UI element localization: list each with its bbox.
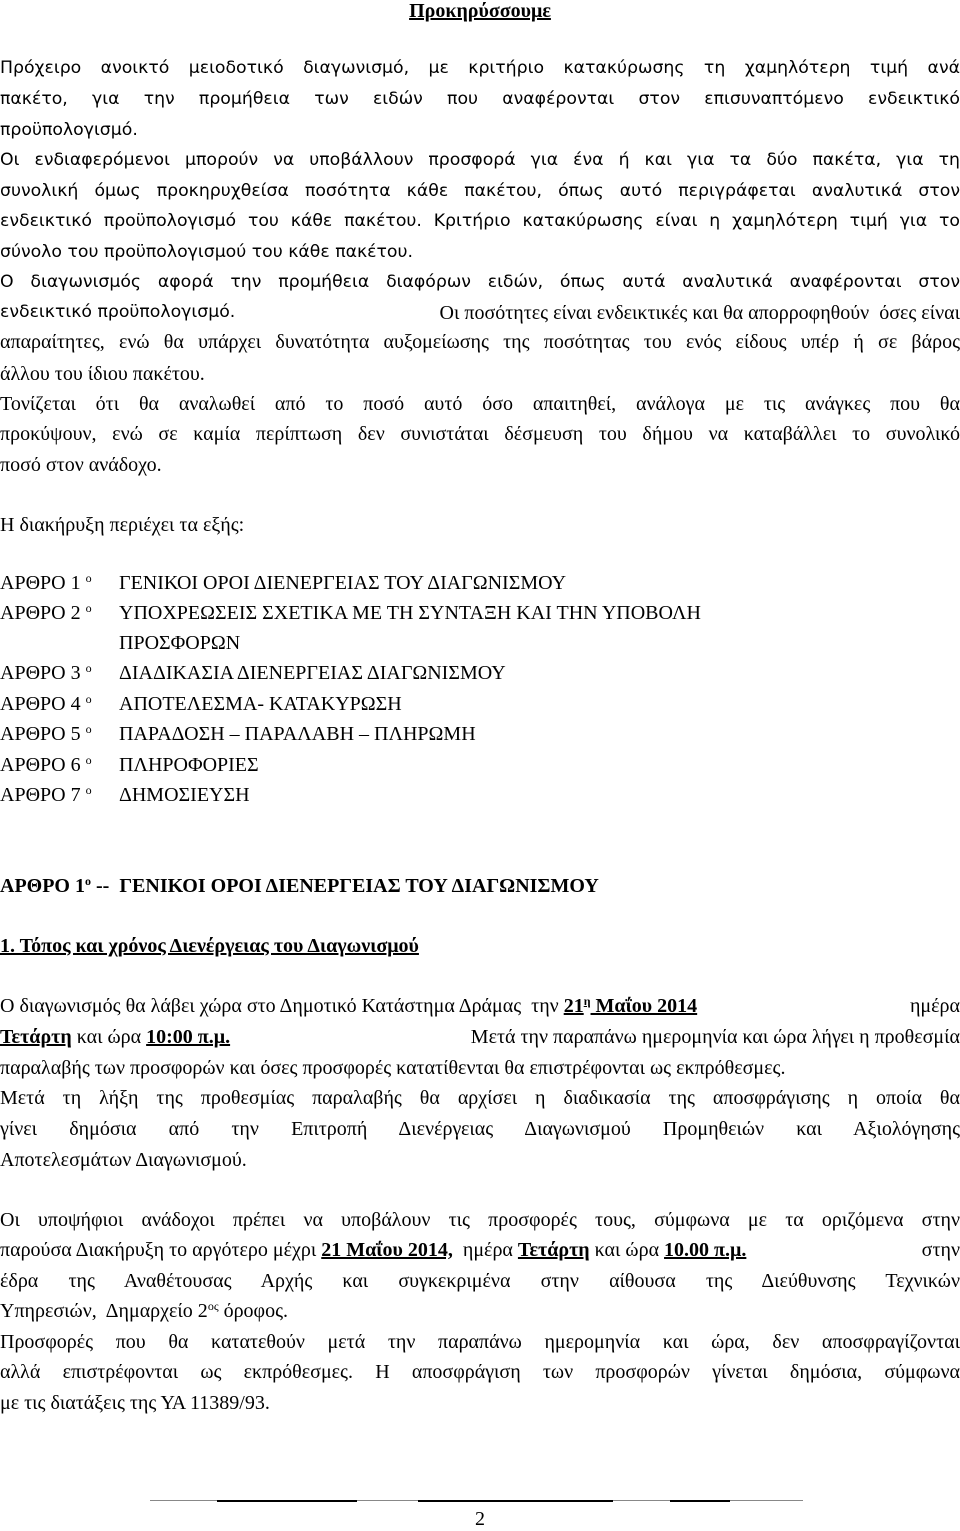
text-segment: στην (921, 1239, 960, 1261)
article-title: ΓΕΝΙΚΟΙ ΟΡΟΙ ΔΙΕΝΕΡΓΕΙΑΣ ΤΟΥ ΔΙΑΓΩΝΙΣΜΟΥ (119, 572, 567, 594)
article-title: ΔΙΑΔΙΚΑΣΙΑ ΔΙΕΝΕΡΓΕΙΑΣ ΔΙΑΓΩΝΙΣΜΟΥ (119, 662, 506, 684)
article-number: ΑΡΘΡΟ 3 $^o$ (0, 661, 92, 684)
text-line: Προσφορές που θα κατατεθούν μετά την παραπάνω ημερομηνία και ώρα, δεν αποσφραγίζονται (0, 1331, 960, 1353)
text-line: αλλά επιστρέφονται ως εκπρόθεσμες. Η αποσφράγιση των προσφορών γίνεται δημόσια, σύμφωνα (0, 1361, 960, 1383)
article-title: ΑΠΟΤΕΛΕΣΜΑ- ΚΑΤΑΚΥΡΩΣΗ (119, 693, 402, 715)
footer-rule (418, 1500, 613, 1502)
article-number: ΑΡΘΡΟ 1 $^o$ (0, 571, 92, 594)
text-line: άλλου του ίδιου πακέτου. (0, 363, 205, 385)
article-title: ΠΑΡΑΔΟΣΗ – ΠΑΡΑΛΑΒΗ – ΠΛΗΡΩΜΗ (119, 723, 476, 745)
list-item (0, 662, 506, 685)
article-number: ΑΡΘΡΟ 5 $^o$ (0, 722, 92, 745)
text-line: συνολική όμως προκηρυχθείσα ποσότητα κάθε πακέτου, όπως αυτό περιγράφεται αναλυτικά στον (0, 181, 960, 201)
text-segment: Οι ποσότητες είναι ενδεικτικές και θα απορροφηθούν όσες είναι (434, 302, 960, 324)
footer-rule (217, 1500, 357, 1502)
text-line: έδρα της Αναθέτουσας Αρχής και συγκεκριμένα στην αίθουσα της Διεύθυνσης Τεχνικών (0, 1270, 960, 1292)
list-item (0, 754, 259, 777)
text-line: Τονίζεται ότι θα αναλωθεί από το ποσό αυτό όσο απαιτηθεί, ανάλογα με τις ανάγκες που θα (0, 393, 960, 415)
text-line: γίνει δημόσια από την Επιτροπή Διενέργειας Διαγωνισμού Προμηθειών και Αξιολόγησης (0, 1118, 960, 1140)
text-segment: Ο διαγωνισμός θα λάβει χώρα στο Δημοτικό Κατάστημα Δράμας την $21^\eta$ Μαΐου 2014 (0, 994, 698, 1017)
text-segment: ενδεικτικό προϋπολογισμό. (0, 302, 236, 322)
text-line: σύνολο του προϋπολογισμού του κάθε πακέτου. (0, 242, 413, 262)
text-segment: Τετάρτη και ώρα 10:00 π.μ. (0, 1026, 231, 1048)
article-number: ΑΡΘΡΟ 7 $^o$ (0, 783, 92, 806)
list-item (0, 784, 250, 807)
section-heading: 1. Τόπος και χρόνος Διενέργειας του Διαγωνισμού (0, 935, 419, 957)
text-line: παραλαβής των προσφορών και όσες προσφορές κατατίθενται θα επιστρέφονται ως εκπρόθεσμες. (0, 1057, 786, 1079)
page-title: Προκηρύσσουμε (409, 0, 551, 22)
list-item (0, 693, 402, 716)
text-line: ενδεικτικό προϋπολογισμό του κάθε πακέτου. Κριτήριο κατακύρωσης είναι η χαμηλότερη τιμή για το (0, 211, 960, 231)
text-line: με τις διατάξεις της ΥΑ 11389/93. (0, 1392, 270, 1414)
article-title: ΔΗΜΟΣΙΕΥΣΗ (119, 784, 250, 806)
article-title: ΠΛΗΡΟΦΟΡΙΕΣ (119, 754, 259, 776)
text-line: ποσό στον ανάδοχο. (0, 454, 162, 476)
text-line: Αποτελεσμάτων Διαγωνισμού. (0, 1149, 247, 1171)
text-segment: Μετά την παραπάνω ημερομηνία και ώρα λήγει η προθεσμία (470, 1026, 960, 1048)
text-line: προϋπολογισμό. (0, 120, 138, 140)
list-item (0, 602, 701, 625)
text-line: πακέτο, για την προμήθεια των ειδών που αναφέρονται στον επισυναπτόμενο ενδεικτικό (0, 89, 960, 109)
text-line: Πρόχειρο ανοικτό μειοδοτικό διαγωνισμό, με κριτήριο κατακύρωσης τη χαμηλότερη τιμή ανά (0, 58, 960, 78)
text-line: προκύψουν, ενώ σε καμία περίπτωση δεν συνιστάται δέσμευση του δήμου να καταβάλλει το συνολικό (0, 423, 960, 445)
text-line (0, 302, 960, 325)
text-line: Υπηρεσιών, Δημαρχείο $2^{o\varsigma}$ όροφος. (0, 1299, 289, 1322)
list-item (0, 572, 566, 595)
article-title: ΥΠΟΧΡΕΩΣΕΙΣ ΣΧΕΤΙΚΑ ΜΕ ΤΗ ΣΥΝΤΑΞΗ ΚΑΙ ΤΗΝ ΥΠΟΒΟΛΗ (119, 602, 701, 624)
text-line (0, 1026, 960, 1049)
article-number: ΑΡΘΡΟ 2 $^o$ (0, 601, 92, 624)
text-segment: παρούσα Διακήρυξη το αργότερο μέχρι 21 Μαΐου 2014, ημέρα Τετάρτη και ώρα 10.00 π.μ. (0, 1239, 747, 1261)
article-number: ΑΡΘΡΟ 6 $^o$ (0, 753, 92, 776)
text-segment: ημέρα (909, 995, 960, 1017)
list-item (0, 723, 476, 746)
text-line: Μετά τη λήξη της προθεσμίας παραλαβής θα αρχίσει η διαδικασία της αποσφράγισης η οποία θα (0, 1087, 960, 1109)
article-number: ΑΡΘΡΟ 4 $^o$ (0, 692, 92, 715)
text-line: Οι ενδιαφερόμενοι μπορούν να υποβάλλουν προσφορά για ένα ή και για τα δύο πακέτα, για τη (0, 150, 960, 170)
text-line (0, 995, 960, 1018)
page-number: 2 (475, 1508, 485, 1530)
text-line (0, 1239, 960, 1262)
contents-intro: Η διακήρυξη περιέχει τα εξής: (0, 514, 245, 536)
text-line: Ο διαγωνισμός αφορά την προμήθεια διαφόρων ειδών, όπως αυτά αναλυτικά αναφέρονται στον (0, 272, 960, 292)
list-item-continuation: ΠΡΟΣΦΟΡΩΝ (119, 632, 241, 654)
footer-rule (670, 1500, 730, 1502)
text-line: Οι υποψήφιοι ανάδοχοι πρέπει να υποβάλουν τις προσφορές τους, σύμφωνα με τα οριζόμενα στην (0, 1209, 960, 1231)
article-1-heading: ΑΡΘΡΟ $1^o$ -- ΓΕΝΙΚΟΙ ΟΡΟΙ ΔΙΕΝΕΡΓΕΙΑΣ ΤΟΥ ΔΙΑΓΩΝΙΣΜΟΥ (0, 874, 599, 897)
text-line: απαραίτητες, ενώ θα υπάρχει δυνατότητα αυξομείωσης της ποσότητας του ενός είδους υπέρ ή σε βάρος (0, 331, 960, 353)
